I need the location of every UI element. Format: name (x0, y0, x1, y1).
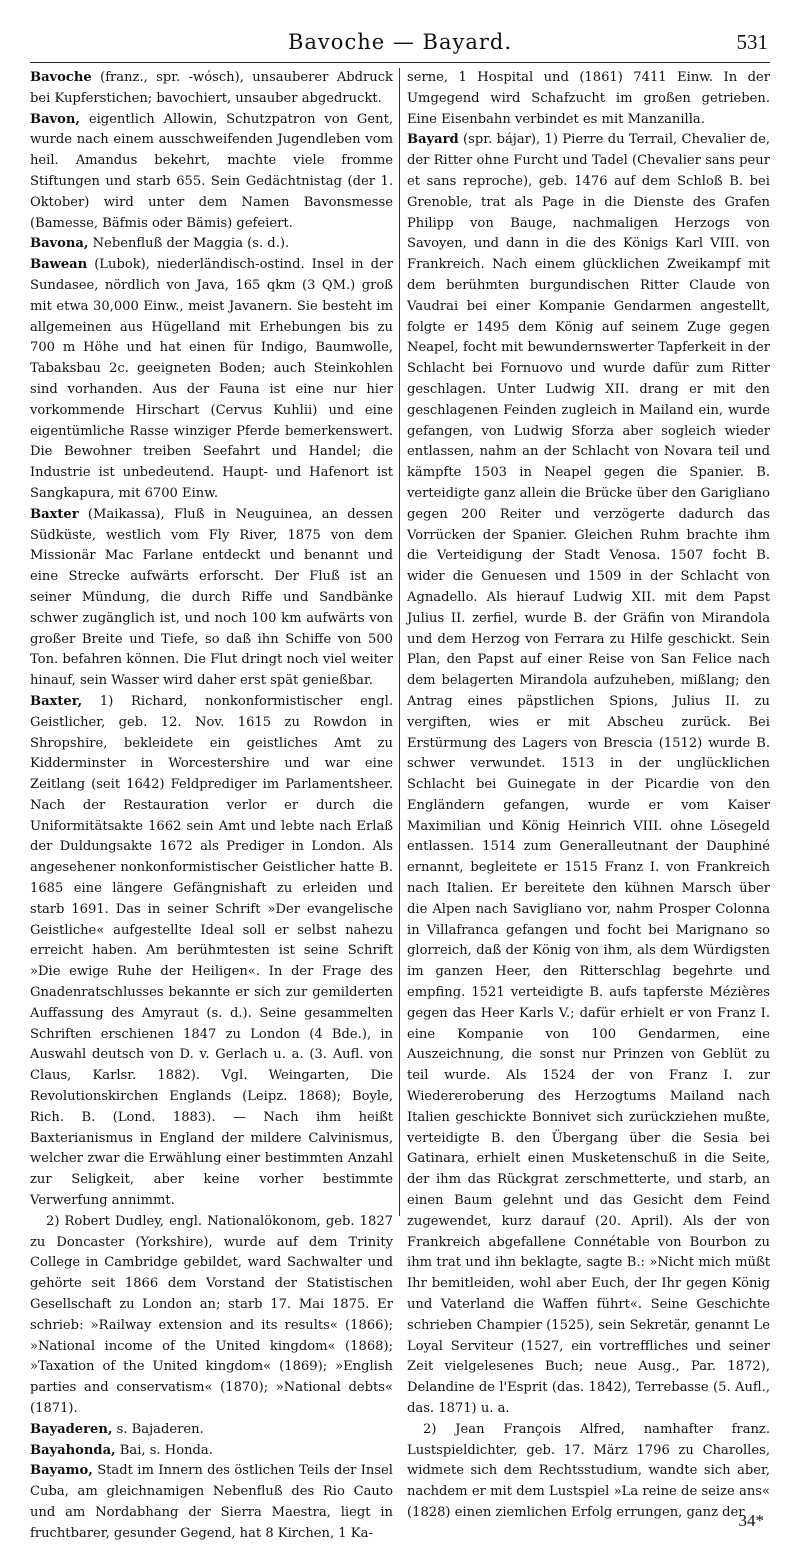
entry-headword: Bayard (407, 132, 459, 148)
left-column (30, 68, 393, 1541)
column-divider (399, 68, 400, 1216)
entry-text: Bai, s. Honda. (115, 1442, 213, 1458)
dictionary-entry (407, 68, 770, 130)
dictionary-entry (30, 1420, 393, 1441)
page-number: 531 (736, 30, 768, 54)
entry-text: Nebenfluß der Maggia (s. d.). (88, 236, 290, 252)
entry-text: (franz., spr. -wósch), unsauberer Abdruck bei Kupferstichen; bavochiert, unsauber abgedruckt. (30, 70, 393, 106)
entry-headword: Bavona, (30, 236, 89, 252)
dictionary-entry (407, 130, 770, 1419)
dictionary-entry (30, 1441, 393, 1462)
entry-text: serne, 1 Hospital und (1861) 7411 Einw. In der Umgegend wird Schafzucht im großen getrieben. Eine Eisenbahn verbindet es mit Manzanilla. (407, 70, 770, 127)
entry-text: 1) Richard, nonkonformistischer engl. Geistlicher, geb. 12. Nov. 1615 zu Rowdon in Shropshire, bekleidete ein geistliches Amt zu Kidderminster in Worcestershire und war eine Zeitlang (seit 1642) Feldprediger im Parlamentsheer. Nach der Restauration verlor er durch die Uniformitätsakte 1662 sein Amt und lebte nach Erlaß der Duldungsakte 1672 als Prediger in London. Als angesehener nonkonformistischer Geistlicher hatte B. 1685 eine längere Gefängnishaft zu erleiden und starb 1691. Das in seiner Schrift »Der evangelische Geistliche« aufgestellte Ideal soll er selbst nahezu erreicht haben. Am berühmtesten ist seine Schrift »Die ewige Ruhe der Heiligen«. In der Frage des Gnadenratschlusses bekannte er sich zur gemilderten Auffassung des Amyraut (s. d.). Seine gesammelten Schriften erschienen 1847 zu London (4 Bde.), in Auswahl deutsch von D. v. Gerlach u. a. (3. Aufl. von Claus, Karlsr. 1882). Vgl. Weingarten, Die Revolutionskirchen Englands (Leipz. 1868); Boyle, Rich. B. (Lond. 1883). — Nach ihm heißt Baxterianismus in England der mildere Calvinismus, welcher zwar die Erwählung einer bestimmten Anzahl zur Seligkeit, aber keine vorher bestimmte Verwerfung annimmt. (30, 693, 393, 1209)
entry-text: Stadt im Innern des östlichen Teils der Insel Cuba, am gleichnamigen Nebenfluß des Rio Cauto und am Nordabhang der Sierra Maestra, liegt in fruchtbarer, gesunder Gegend, hat 8 Kirchen, 1 Ka- (30, 1463, 393, 1541)
entry-text: (Maikassa), Fluß in Neuguinea, an dessen Südküste, westlich vom Fly River, 1875 von dem Missionär Mac Farlane entdeckt und benannt und eine Strecke aufwärts erforscht. Der Fluß ist an seiner Mündung, die durch Riffe und Sandbänke schwer zugänglich ist, und noch 100 km aufwärts von großer Breite und Tiefe, so daß ihn Schiffe von 500 Ton. befahren können. Die Flut dringt noch viel weiter hinauf, sein Wasser wird daher erst spät genießbar. (30, 506, 393, 689)
entry-headword: Bayaderen, (30, 1421, 113, 1437)
entry-headword: Bavon, (30, 111, 80, 127)
entry-text: (spr. bájar), 1) Pierre du Terrail, Chevalier de, der Ritter ohne Furcht und Tadel (Chevalier sans peur et sans reproche), geb. 1476 auf dem Schloß B. bei Grenoble, trat als Page in die Dienste des Grafen Philipp von Bauge, nachmaligen Herzogs von Savoyen, und dann in die des Königs Karl VIII. von Frankreich. Nach einem glücklichen Zweikampf mit dem berühmten burgundischen Ritter Claude von Vaudrai bei einer Kompanie Gendarmen angestellt, folgte er 1495 dem König auf seinem Zuge gegen Neapel, focht mit bewundernswerter Tapferkeit in der Schlacht bei Fornuovo und wurde dafür zum Ritter geschlagen. Unter Ludwig XII. drang er mit den geschlagenen Feinden zugleich in Mailand ein, wurde gefangen, von Ludwig Sforza aber sogleich wieder entlassen, nahm an der Schlacht von Novara teil und kämpfte 1503 in Neapel gegen die Spanier. B. verteidigte ganz allein die Brücke über den Garigliano gegen 200 Reiter und verzögerte dadurch das Vorrücken der Spanier. Gleichen Ruhm brachte ihm die Verteidigung der Stadt Venosa. 1507 focht B. wider die Genuesen und 1509 in der Schlacht von Agnadello. Als hierauf Ludwig XII. mit dem Papst Julius II. zerfiel, wurde B. der Gräfin von Mirandola und dem Herzog von Ferrara zu Hilfe geschickt. Sein Plan, den Papst auf einer Reise von San Felice nach dem belagerten Mirandola aufzuheben, mißlang; den Antrag eines päpstlichen Spions, Julius II. zu vergiften, wies er mit Abscheu zurück. Bei Erstürmung des Lagers von Brescia (1512) wurde B. schwer verwundet. 1513 in der unglücklichen Schlacht bei Guinegate in der Picardie von den Engländern gefangen, wurde er vom Kaiser Maximilian und König Heinrich VIII. ohne Lösegeld entlassen. 1514 zum Generalleutnant der Dauphiné ernannt, begleitete er 1515 Franz I. von Frankreich nach Italien. Er bereitete den kühnen Marsch über die Alpen nach Savigliano vor, nahm Prosper Colonna in Villafranca gefangen und focht bei Marignano so glorreich, daß der König von ihm, als dem Würdigsten im ganzen Heer, den Ritterschlag begehrte und empfing. 1521 verteidigte B. aufs tapferste Mézières gegen das Heer Karls V.; dafür erhielt er von Franz I. eine Kompanie von 100 Gendarmen, eine Auszeichnung, die sonst nur Prinzen von Geblüt zu teil wurde. Als 1524 der von Franz I. zur Wiedereroberung des Herzogtums Mailand nach Italien geschickte Bonnivet sich zurückziehen mußte, verteidigte B. den Übergang über die Sesia bei Gatinara, erhielt einen Musketenschuß in die Seite, der ihm das Rückgrat zerschmetterte, und starb, an einen Baum gelehnt und das Gesicht dem Feind zugewendet, kurz darauf (20. April). Als der von Frankreich abgefallene Connétable von Bourbon zu ihm trat und ihn beklagte, sagte B.: »Nicht mich müßt Ihr bemitleiden, wohl aber Euch, der Ihr gegen König und Vaterland die Waffen führt«. Seine Geschichte schrieben Champier (1525), sein Sekretär, genannt Le Loyal Serviteur (1527, ein vortreffliches und seiner Zeit vielgelesenes Buch; neue Ausg., Par. 1872), Delandine de l'Esprit (das. 1842), Terrebasse (5. Aufl., das. 1871) u. a. (407, 132, 770, 1416)
dictionary-entry (30, 255, 393, 505)
entry-headword: Bavoche (30, 70, 92, 85)
entry-text: 2) Jean François Alfred, namhafter franz. Lustspieldichter, geb. 17. März 1796 zu Charolles, widmete sich dem Rechtsstudium, wandte sich aber, nachdem er mit dem Lustspiel »La reine de seize ans« (1828) einen ziemlichen Erfolg errungen, ganz der (407, 1421, 770, 1520)
entry-headword: Baxter, (30, 693, 83, 709)
dictionary-entry (407, 1420, 770, 1524)
dictionary-entry (30, 110, 393, 235)
entry-headword: Bawean (30, 257, 88, 273)
entry-text: 2) Robert Dudley, engl. Nationalökonom, geb. 1827 zu Doncaster (Yorkshire), wurde auf dem Trinity College in Cambridge gebildet, ward Sachwalter und gehörte seit 1866 dem Vorstand der Statistischen Gesellschaft zu London an; starb 17. Mai 1875. Er schrieb: »Railway extension and its results« (1866); »National income of the United kingdom« (1868); »Taxation of the United kingdom« (1869); »English parties and conservatism« (1870); »National debts« (1871). (30, 1213, 393, 1416)
dictionary-entry (30, 505, 393, 692)
dictionary-entry (30, 1212, 393, 1420)
entry-text: s. Bajaderen. (112, 1421, 204, 1437)
dictionary-entry (30, 1461, 393, 1544)
entry-headword: Baxter (30, 506, 79, 522)
dictionary-entry (30, 68, 393, 110)
signature-mark: 34* (738, 1511, 764, 1530)
entry-text: eigentlich Allowin, Schutzpatron von Gent, wurde nach einem ausschweifenden Jugendleben vom heil. Amandus bekehrt, machte viele fromme Stiftungen und starb 655. Sein Gedächtnistag (der 1. Oktober) wird unter dem Namen Bavonsmesse (Bamesse, Bäfmis oder Bämis) gefeiert. (30, 111, 393, 231)
right-column (407, 68, 770, 1520)
entry-headword: Bayahonda, (30, 1442, 116, 1458)
dictionary-entry (30, 692, 393, 1212)
entry-headword: Bayamo, (30, 1463, 93, 1479)
running-title: Bavoche — Bayard. (287, 30, 513, 54)
dictionary-entry (30, 234, 393, 255)
running-header (30, 22, 770, 63)
entry-text: (Lubok), niederländisch-ostind. Insel in der Sundasee, nördlich von Java, 165 qkm (3 QM.) groß mit etwa 30,000 Einw., meist Javanern. Sie besteht im allgemeinen aus Hügelland mit Erhebungen bis zu 700 m Höhe und hat einen für Indigo, Baumwolle, Tabaksbau 2c. geeigneten Boden; auch Steinkohlen sind vorhanden. Aus der Fauna ist eine nur hier vorkommende Hirschart (Cervus Kuhlii) und eine eigentümliche Rasse winziger Pferde bemerkenswert. Die Bewohner treiben Seefahrt und Handel; die Industrie ist unbedeutend. Haupt- und Hafenort ist Sangkapura, mit 6700 Einw. (30, 257, 393, 501)
